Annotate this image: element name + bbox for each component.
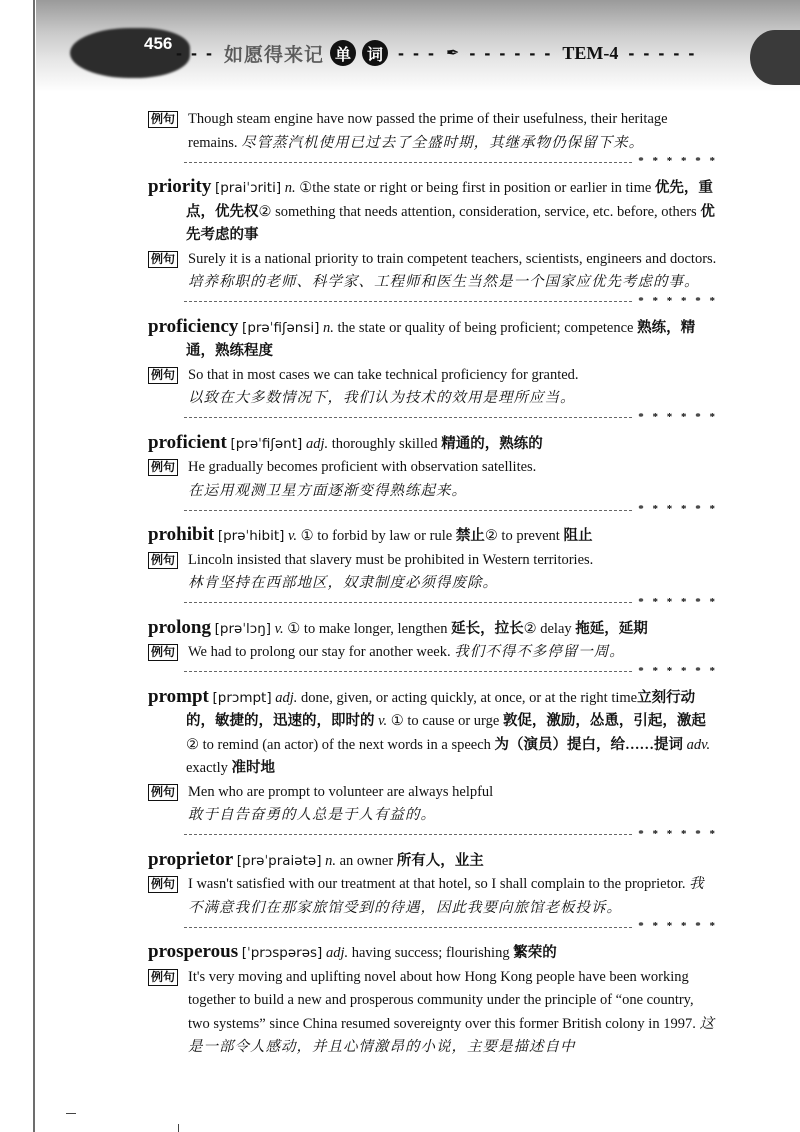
definition-en: done, given, or acting quickly, at once, or at the right time [301, 689, 638, 706]
definition-zh: 所有人，业主 [396, 852, 484, 869]
entry-separator: * * * * * * [184, 828, 718, 842]
example-zh: 以致在大多数情况下，我们认为技术的效用是理所应当。 [188, 390, 576, 406]
phonetic: [praiˈɔriti] [214, 180, 282, 196]
definition-en: having success; flourishing [351, 945, 510, 961]
entry-proprietor [148, 848, 718, 935]
definition-zh: 敦促，激励，怂恿，引起，激起 [502, 713, 706, 729]
example-en: We had to prolong our stay for another week. [188, 644, 451, 660]
example-badge: 例句 [148, 969, 178, 986]
headword: priority [148, 176, 212, 197]
page-number: 456 [144, 34, 173, 53]
example-sentence [148, 641, 718, 665]
example-badge: 例句 [148, 367, 178, 384]
scan-mark [66, 1113, 76, 1114]
entry-separator: * * * * * * [184, 596, 718, 610]
part-of-speech: n. [325, 852, 336, 869]
definition-zh: 为（演员）提白，给……提词 [494, 736, 684, 753]
exam-label: TEM-4 [562, 42, 619, 63]
example-en: Though steam engine have now passed the prime of their usefulness, their heritage remains. [188, 111, 668, 151]
example-zh: 尽管蒸汽机使用已过去了全盛时期，其继承物仍保留下来。 [241, 134, 645, 151]
example-badge: 例句 [148, 552, 178, 569]
entry-prolong [148, 616, 718, 679]
headword: proficient [148, 431, 227, 453]
definition-en: ② to prevent [484, 528, 560, 544]
example-en: Surely it is a national priority to train competent teachers, scientists, engineers and doctors. [188, 250, 717, 267]
part-of-speech: v. [288, 528, 298, 544]
definition-en: an owner [339, 852, 394, 869]
definition-zh: 熟练，精通，熟练程度 [186, 319, 696, 359]
example-zh: 敢于自告奋勇的人总是于人有益的。 [188, 807, 436, 823]
phonetic: [prəˈfiʃənsi] [242, 319, 320, 336]
example-sentence [148, 456, 718, 503]
example-zh: 在运用观测卫星方面逐渐变得熟练起来。 [188, 482, 467, 499]
example-sentence [148, 364, 718, 411]
phonetic: [prəˈlɔŋ] [214, 620, 272, 637]
example-sentence [148, 873, 718, 920]
entry-separator: * * * * * * [184, 295, 718, 309]
example-en: Lincoln insisted that slavery must be prohibited in Western territories. [188, 551, 594, 568]
part-of-speech: adj. [275, 689, 298, 706]
definition-zh: 精通的，熟练的 [441, 435, 543, 452]
example-zh: 林肯坚持在西部地区，奴隶制度必须得废除。 [188, 575, 498, 591]
example-badge: 例句 [148, 644, 178, 661]
example-en: Men who are prompt to volunteer are always helpful [188, 783, 494, 800]
dictionary-content [148, 108, 718, 1060]
badge-char-1: 单 [330, 40, 356, 66]
example-zh: 这是一部令人感动，并且心情激昂的小说，主要是描述自中 [188, 1015, 715, 1055]
example-sentence [148, 781, 718, 828]
page-header [36, 0, 800, 92]
phonetic: [prəˈhibit] [217, 528, 285, 544]
part-of-speech: adj. [305, 435, 329, 452]
example-badge: 例句 [148, 459, 178, 476]
definition-zh: 准时地 [231, 760, 275, 776]
phonetic: [prəˈfiʃənt] [230, 435, 303, 452]
definition-en: exactly [186, 760, 228, 776]
entry-proficiency [148, 315, 718, 425]
part-of-speech: adj. [325, 945, 349, 961]
example-en: It's very moving and uplifting novel about how Hong Kong people have been working together to build a new and prosperous community under the principle of “one country, two systems” since China resumed sovereignty over this former British colony in 1997. [188, 968, 696, 1032]
entry-proficient [148, 431, 718, 518]
definition-zh: 阻止 [563, 528, 593, 544]
headword: prosperous [148, 941, 239, 962]
series-title: 如愿得来记 [223, 44, 324, 66]
example-badge: 例句 [148, 111, 178, 128]
badge-char-2: 词 [362, 40, 388, 66]
definition-en: the state or quality of being proficient; competence [337, 319, 634, 336]
example-sentence [148, 549, 718, 596]
phonetic: [ˈprɔspərəs] [241, 945, 323, 961]
entry-prohibit [148, 523, 718, 610]
definition-zh: 立刻行动的，敏捷的，迅速的，即时的 [186, 689, 696, 729]
example-sentence [148, 966, 718, 1060]
entry-prompt [148, 685, 718, 842]
example-en: I wasn't satisfied with our treatment at that hotel, so I shall complain to the proprietor. [188, 876, 686, 892]
part-of-speech: v. [274, 620, 284, 637]
definition-en: ① to cause or urge [390, 713, 500, 729]
entry-separator: * * * * * * [184, 665, 718, 679]
header-title-strip: - - - 如愿得来记 单 词 - - - ✒ - - - - - - TEM-4 - - - - - [176, 40, 776, 66]
example-zh: 我不满意我们在那家旅馆受到的待遇，因此我要向旅馆老板投诉。 [188, 876, 705, 916]
entry-separator: * * * * * * [184, 411, 718, 425]
entry-priority [148, 175, 718, 309]
phonetic: [prɔmpt] [212, 689, 272, 706]
phonetic: [prəˈpraiətə] [236, 852, 322, 869]
entry-separator: * * * * * * [184, 503, 718, 517]
headword: prolong [148, 616, 212, 638]
example-badge: 例句 [148, 876, 178, 893]
headword: proprietor [148, 848, 234, 870]
entry-separator: * * * * * * [184, 155, 718, 169]
example-en: He gradually becomes proficient with observation satellites. [188, 459, 537, 475]
headword: proficiency [148, 315, 239, 337]
definition-en: ② to remind (an actor) of the next words in a speech [186, 736, 491, 753]
page-left-edge [33, 0, 35, 1132]
scan-mark [178, 1124, 179, 1132]
definition-zh: 优先，重点，优先权 [186, 180, 713, 220]
example-zh: 我们不得不多停留一周。 [454, 644, 625, 660]
pen-icon: ✒ [445, 45, 460, 62]
part-of-speech: n. [284, 180, 296, 196]
headword: prompt [148, 685, 209, 707]
definition-en: ① to make longer, lengthen [287, 620, 448, 637]
definition-en: ① to forbid by law or rule [300, 528, 453, 544]
definition-zh: 延长，拉长 [451, 620, 524, 637]
entry-separator: * * * * * * [184, 920, 718, 934]
definition-zh: 拖延，延期 [575, 620, 648, 637]
definition-en: thoroughly skilled [331, 435, 438, 452]
entry-continuation [148, 108, 718, 169]
example-en: So that in most cases we can take technical proficiency for granted. [188, 366, 579, 383]
example-zh: 培养称职的老师、科学家、工程师和医生当然是一个国家应优先考虑的事。 [188, 274, 700, 290]
definition-en: ② something that needs attention, consideration, service, etc. before, others [258, 203, 697, 220]
definition-en: ② delay [523, 620, 572, 637]
definition-zh: 优先考虑的事 [186, 203, 715, 243]
example-sentence [148, 108, 718, 155]
definition-zh: 禁止 [455, 528, 485, 544]
part-of-speech: n. [323, 319, 334, 336]
example-badge: 例句 [148, 784, 178, 801]
definition-zh: 繁荣的 [513, 945, 557, 961]
headword: prohibit [148, 524, 215, 545]
example-sentence [148, 248, 718, 295]
entry-prosperous [148, 940, 718, 1060]
part-of-speech: v. [378, 713, 388, 729]
definition-en: ①the state or right or being first in position or earlier in time [299, 180, 652, 196]
example-badge: 例句 [148, 251, 178, 268]
part-of-speech: adv. [686, 736, 711, 753]
